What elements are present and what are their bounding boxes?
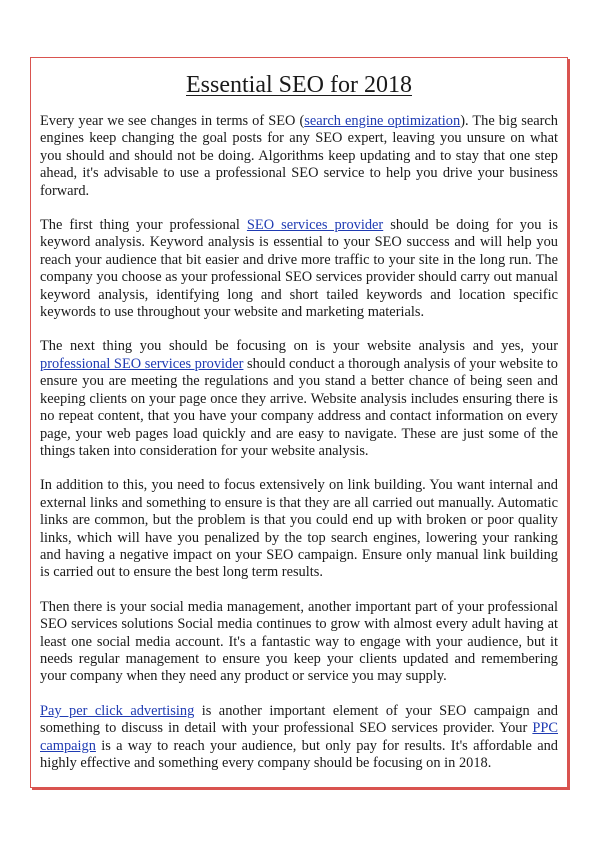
paragraph-text: The next thing you should be focusing on is your website analysis and yes, your <box>40 338 558 355</box>
page-title <box>40 70 558 100</box>
paragraph-text: The first thing your professional <box>40 217 247 234</box>
paragraph-link-building: In addition to this, you need to focus extensively on link building. You want internal and external links and something to ensure is that they are all carried out manually. Automatic links are common, but the problem is that you could end up with broken or poor quality links, which will have you penalized by the top search engines, lowering your ranking and having a negative impact on your SEO campaign. Ensure only manual link building is carried out to ensure the best long term results. <box>40 477 558 581</box>
paragraph-text: ). The big search engines keep changing the goal posts for any SEO expert, leaving you unsure on what you should and should not be doing. Algorithms keep updating and to stay that one step ahead, it's advisable to use a professional SEO service to help you drive your business forward. <box>40 113 559 199</box>
link-seo-services-provider[interactable]: SEO services provider <box>246 217 384 234</box>
paragraph-intro <box>40 113 558 200</box>
paragraph-keyword-analysis <box>40 217 558 321</box>
paragraph-website-analysis <box>40 338 558 460</box>
document-frame <box>30 57 568 788</box>
link-pay-per-click-advertising[interactable]: Pay per click advertising <box>40 702 195 719</box>
link-search-engine-optimization[interactable]: search engine optimization <box>304 113 461 129</box>
paragraph-social-media: Then there is your social media management, another important part of your professional SEO services solutions Social media continues to grow with almost every adult having at least one social media account. It's a fantastic way to engage with your audience, but it needs regular management to ensure you keep your clients updated and remembering your company when they need any product or service you may supply. <box>40 598 558 685</box>
paragraph-pay-per-click <box>40 703 558 773</box>
paragraph-text: is a way to reach your audience, but only pay for results. It's affordable and highly effective and something every company should be focusing on in 2018. <box>40 737 558 771</box>
paragraph-text: should conduct a thorough analysis of your website to ensure you are meeting the regulations and you stand a better chance of being seen and keeping clients on your page once they arrive. Website analysis includes ensuring there is no repeat content, that you have your company address and contact information on every page, your web pages load quickly and are easy to navigate. These are just some of the things taken into consideration for your website analysis. <box>40 355 559 459</box>
link-professional-seo-services-provider[interactable]: professional SEO services provider <box>40 355 244 372</box>
paragraph-text: Every year we see changes in terms of SEO ( <box>40 113 305 129</box>
paragraph-text: should be doing for you is keyword analysis. Keyword analysis is essential to your SEO success and will help you reach your audience that bit easier and drive more traffic to your site in the long run. The company you choose as your professional SEO services provider should carry out manual keyword analysis, identifying long and short tailed keywords and location specific keywords to use throughout your website and marketing materials. <box>40 217 559 321</box>
link-ppc-campaign[interactable]: PPC campaign <box>40 720 558 754</box>
title-text: Essential SEO for 2018 <box>186 72 412 98</box>
paragraph-text: is another important element of your SEO campaign and something to discuss in detail with your professional SEO services provider. Your <box>40 702 558 737</box>
